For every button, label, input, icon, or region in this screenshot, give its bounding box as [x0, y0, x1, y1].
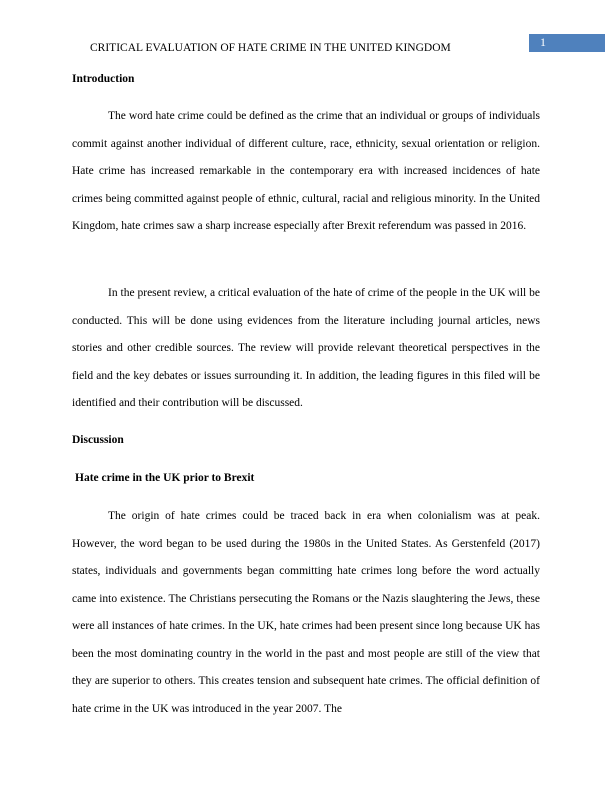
introduction-paragraph-1: The word hate crime could be defined as the crime that an individual or groups of individuals commit against another individual of different culture, race, ethnicity, sexual orientation or religion. Hate crime has increased remarkable in the contemporary era with increased incidences of hate crimes being committed against people of ethnic, cultural, racial and religious minority. In the United Kingdom, hate crimes saw a sharp increase especially after Brexit referendum was passed in 2016.	[72, 110, 540, 232]
page-number: 1	[540, 35, 546, 49]
discussion-heading: Discussion	[72, 434, 124, 446]
introduction-heading: Introduction	[72, 73, 135, 85]
discussion-paragraph-1: The origin of hate crimes could be traced back in era when colonialism was at peak. However, the word began to be used during the 1980s in the United States. As Gerstenfeld (2017) states, individuals and governments began committing hate crimes long before the word actually came into existence. The Christians persecuting the Romans or the Nazis slaughtering the Jews, these were all instances of hate crimes. In the UK, hate crimes had been present since long because UK has been the most dominating country in the world in the past and most people are still of the view that they are superior to others. This creates tension and subsequent hate crimes. The official definition of hate crime in the UK was introduced in the year 2007. The	[72, 510, 540, 715]
page-number-badge	[529, 34, 605, 52]
discussion-subheading: Hate crime in the UK prior to Brexit	[75, 472, 255, 484]
running-header-title: CRITICAL EVALUATION OF HATE CRIME IN THE UNITED KINGDOM	[90, 42, 451, 54]
introduction-paragraph-2: In the present review, a critical evaluation of the hate of crime of the people in the UK will be conducted. This will be done using evidences from the literature including journal articles, news stories and other credible sources. The review will provide relevant theoretical perspectives in the field and the key debates or issues surrounding it. In addition, the leading figures in this filed will be identified and their contribution will be discussed.	[72, 287, 540, 409]
